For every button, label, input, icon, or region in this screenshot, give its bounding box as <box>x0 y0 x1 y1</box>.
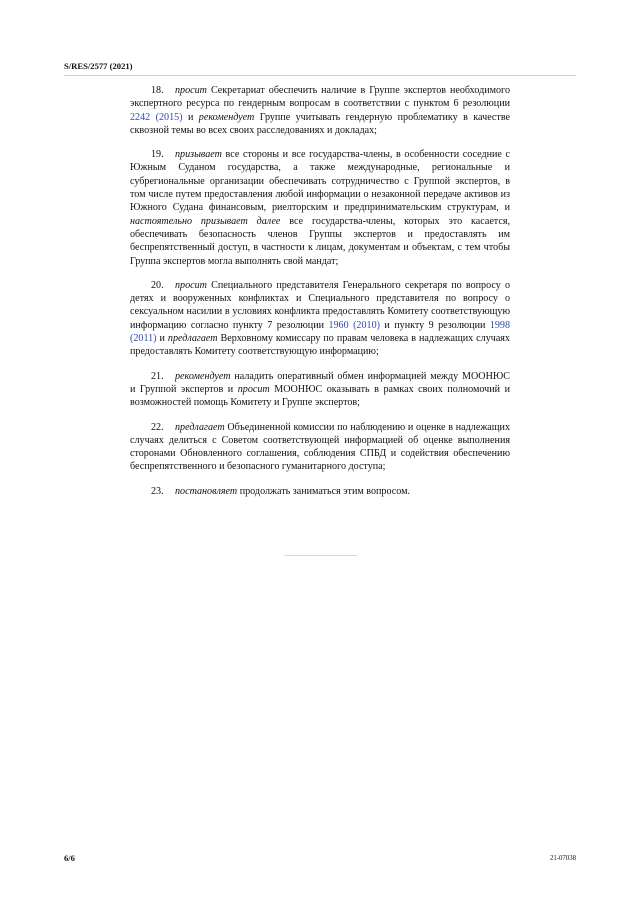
paragraph-number: 20. <box>151 279 164 291</box>
paragraph-text: наладить оперативный обмен информацией между МООНЮС и Группой экспертов и <box>130 370 510 395</box>
paragraph-number: 19. <box>151 149 164 161</box>
paragraph-text: все стороны и все государства-члены, в особенности соседние с Южным Суданом государства, а также международные, региональные и субрегиональные организации обеспечивать сотрудничество с Группой экспертов, в том числе путем предоставления любой информации о незаконной передаче активов из Южного Судана финансовым, риелторским и предпринимательским структурам, и <box>130 149 510 214</box>
paragraph-number: 18. <box>151 85 164 96</box>
resolution-link[interactable]: 1960 (2010) <box>328 319 380 331</box>
paragraph-18 <box>130 84 510 137</box>
paragraph-19 <box>130 148 510 268</box>
paragraph-text: все государства-члены, которых это касается, обеспечивать безопасность членов Группы экспертов и предоставлять им беспрепятственный доступ, в частности к лицам, документам и объектам, с тем чтобы Группа экспертов могла выполнять свой мандат; <box>130 215 510 267</box>
page-number: 6/6 <box>64 853 75 863</box>
paragraph-text: Специального представителя Генерального секретаря по вопросу о детях и вооруженных конфликтах и Специального представителя по вопросу о сексуальном насилии в условиях конфликта предоставлять Комитету соответствующую информацию согласно пункту 7 резолюции <box>130 279 510 331</box>
operative-verb: просит <box>175 85 207 96</box>
page-header-symbol: S/RES/2577 (2021) <box>64 61 133 71</box>
operative-verb: постановляет <box>175 485 238 497</box>
paragraph-number: 22. <box>151 421 164 433</box>
end-divider <box>284 555 357 556</box>
paragraph-number: 21. <box>151 370 164 382</box>
resolution-body <box>130 84 510 509</box>
paragraph-21 <box>130 370 510 410</box>
operative-verb: призывает <box>175 149 222 161</box>
operative-verb: рекомендует <box>198 111 255 123</box>
paragraph-text: Секретариат обеспечить наличие в Группе экспертов необходимого экспертного ресурса по гендерным вопросам в соответствии с пунктом 6 резолюции <box>130 85 510 110</box>
paragraph-text: и <box>156 333 168 345</box>
operative-verb: просит <box>237 383 270 395</box>
paragraph-text: Объединенной комиссии по наблюдению и оценке в надлежащих случаях делиться с Советом соответствующей информацией об оценке выполнения сторонами Обновленного соглашения, соблюдения СПБД и содействия обеспечению беспрепятственного и безопасного гуманитарного доступа; <box>130 421 510 473</box>
paragraph-text: и пункту 9 резолюции <box>379 319 490 331</box>
paragraph-text: и <box>182 111 199 123</box>
paragraph-23 <box>130 485 510 498</box>
resolution-link[interactable]: 1998 (2011) <box>130 319 510 345</box>
document-code: 21-07038 <box>549 855 576 862</box>
operative-verb: настоятельно призывает далее <box>130 215 281 227</box>
header-divider <box>64 75 576 76</box>
operative-verb: рекомендует <box>175 370 231 382</box>
resolution-link[interactable]: 2242 (2015) <box>130 111 183 123</box>
paragraph-20 <box>130 279 510 359</box>
paragraph-number: 23. <box>151 485 164 497</box>
operative-verb: предлагает <box>175 421 225 433</box>
paragraph-22 <box>130 421 510 474</box>
operative-verb: просит <box>175 279 207 291</box>
paragraph-text: Группе учитывать гендерную проблематику в качестве сквозной темы во всех своих расследованиях и докладах; <box>130 111 511 136</box>
paragraph-text: Верховному комиссару по правам человека в надлежащих случаях предоставлять Комитету соответствующую информацию; <box>130 333 510 358</box>
paragraph-text: продолжать заниматься этим вопросом. <box>237 485 411 497</box>
paragraph-text: МООНЮС оказывать в рамках своих полномочий и возможностей помощь Комитету и Группе экспертов; <box>130 383 510 409</box>
operative-verb: предлагает <box>167 333 218 345</box>
